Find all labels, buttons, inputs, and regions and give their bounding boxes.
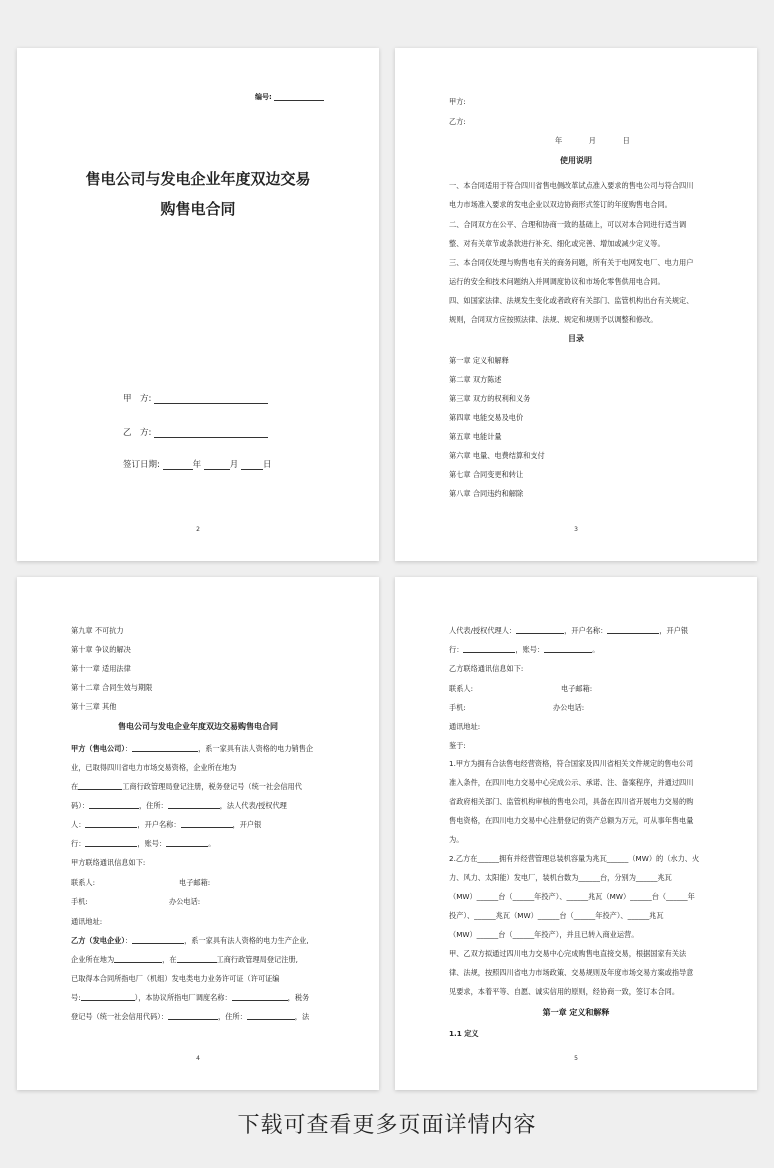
instruction-line: 整、对有关章节或条款进行补充、细化或完善、增加或减少定义等。 (449, 239, 665, 248)
instruction-line: 电力市场准入要求的发电企业以双边协商形式签订的年度购售电合同。 (449, 200, 672, 209)
toc-item[interactable]: 第三章 双方的权利和义务 (449, 394, 531, 403)
chapter-heading: 第一章 定义和解释 (542, 1008, 610, 1017)
cover-title-line1: 售电公司与发电企业年度双边交易 (85, 170, 311, 188)
toc-item[interactable]: 第四章 电能交易及电价 (449, 413, 524, 422)
date-line: 年 月 日 (555, 136, 630, 145)
recital-line: 见要求，本着平等、自愿、诚实信用的原则，经协商一致，签订本合同。 (449, 987, 680, 996)
contract-title: 售电公司与发电企业年度双边交易购售电合同 (118, 722, 278, 731)
instruction-line: 四、如国家法律、法规发生变化或者政府有关部门、监管机构出台有关规定、 (449, 296, 694, 305)
section-heading: 1.1 定义 (449, 1029, 479, 1038)
party-a-label: 甲方: (449, 97, 466, 106)
email-label: 电子邮箱: (179, 878, 211, 887)
page-number: 3 (574, 526, 578, 533)
recital-line: 省政府相关部门、监管机构审核的售电公司，具备在四川省开展电力交易的购 (449, 797, 694, 806)
toc-item[interactable]: 第五章 电能计量 (449, 432, 502, 441)
contact-person-label: 联系人: (71, 878, 95, 887)
page-number: 5 (574, 1055, 578, 1062)
download-more-caption[interactable]: 下载可查看更多页面详情内容 (237, 1113, 537, 1138)
recital-line: （MW）______台（______年投产），并且已转入商业运营。 (449, 930, 639, 939)
toc-title: 目录 (568, 334, 584, 343)
recital-line: 1.甲方为拥有合法售电经营资格，符合国家及四川省相关文件规定的售电公司 (449, 759, 694, 768)
instruction-line: 一、本合同适用于符合四川省售电侧改革试点准入要求的售电公司与符合四川 (449, 181, 694, 190)
party-b-intro: 乙方（发电企业）： ，系一家具有法人资格的电力生产企业, (71, 936, 309, 945)
document-page-parties (17, 577, 379, 1090)
contract-number-blank (274, 100, 324, 101)
toc-item[interactable]: 第八章 合同违约和解除 (449, 489, 524, 498)
toc-item[interactable]: 第十一章 适用法律 (71, 664, 131, 673)
recital-line: 准入条件，在四川电力交易中心完成公示、承诺、注、备案程序，并通过四川 (449, 778, 694, 787)
party-b-label: 乙方: (449, 117, 466, 126)
instructions-title: 使用说明 (560, 156, 592, 165)
toc-item[interactable]: 第九章 不可抗力 (71, 626, 124, 635)
toc-item[interactable]: 第六章 电量、电费结算和支付 (449, 451, 545, 460)
recital-line: 为。 (449, 835, 464, 844)
instruction-line: 运行的安全和技术问题纳入并网调度协议和市场化零售供用电合同。 (449, 277, 665, 286)
party-b-line: 登记号（统一社会信用代码）： ，住所： ，法 (71, 1012, 310, 1021)
recital-line: 甲、乙双方拟通过四川电力交易中心完成购售电直接交易，根据国家有关法 (449, 949, 687, 958)
office-phone-label: 办公电话: (553, 703, 585, 712)
cover-title-line2: 购售电合同 (160, 200, 236, 218)
instruction-line: 三、本合同仅处理与购售电有关的商务问题，所有关于电网发电厂、电力用户 (449, 258, 694, 267)
instruction-line: 规则，合同双方应按照法律、法规、规定和规则予以调整和修改。 (449, 315, 658, 324)
page-number: 2 (196, 526, 200, 533)
party-b-line: 行： ，账号： 。 (449, 645, 600, 654)
recital-line: 售电资格，在四川电力交易中心注册登记的资产总额为万元，可从事年售电量 (449, 816, 694, 825)
party-b-contact-heading: 乙方联络通讯信息如下: (449, 664, 524, 673)
recital-line: 力、风力、太阳能）发电厂，装机台数为______台，分别为______兆瓦 (449, 873, 672, 882)
recital-line: 2.乙方在______拥有并经营管理总装机容量为兆瓦______（MW）的（水力、火 (449, 854, 700, 863)
cover-party-b: 乙 方: (123, 426, 268, 438)
contract-number: 编号: (255, 94, 324, 101)
toc-item[interactable]: 第七章 合同变更和转让 (449, 470, 524, 479)
party-a-line: 人： ，开户名称： ，开户银 (71, 820, 262, 829)
toc-item[interactable]: 第二章 双方陈述 (449, 375, 502, 384)
mobile-label: 手机: (71, 897, 88, 906)
toc-item[interactable]: 第十章 争议的解决 (71, 645, 131, 654)
party-b-line: 企业所在地为 ，在 工商行政管理局登记注册, (71, 955, 298, 964)
address-label: 通讯地址: (449, 722, 481, 731)
email-label: 电子邮箱: (561, 684, 593, 693)
document-page-recitals (395, 577, 757, 1090)
mobile-label: 手机: (449, 703, 466, 712)
document-page-instructions (395, 48, 757, 561)
party-a-contact-heading: 甲方联络通讯信息如下: (71, 858, 146, 867)
party-a-line: 在 工商行政管理局登记注册，税务登记号（统一社会信用代 (71, 782, 302, 791)
party-b-line: 人代表/授权代理人： ，开户名称： ，开户银 (449, 626, 689, 635)
toc-item[interactable]: 第十二章 合同生效与期限 (71, 683, 153, 692)
party-a-line: 码）： ，住所： ，法人代表/授权代理 (71, 801, 287, 810)
address-label: 通讯地址: (71, 917, 103, 926)
document-page-cover (17, 48, 379, 561)
whereas-label: 鉴于: (449, 741, 466, 750)
recital-line: 投产）、______兆瓦（MW）______台（______年投产）、______兆瓦 (449, 911, 664, 920)
toc-item[interactable]: 第十三章 其他 (71, 702, 117, 711)
recital-line: 律、法规，按照四川省电力市场政策、交易规则及年度市场交易方案或指导意 (449, 968, 694, 977)
office-phone-label: 办公电话: (169, 897, 201, 906)
party-a-line: 行： ，账号： 。 (71, 839, 216, 848)
cover-sign-date: 签订日期: 年 月 日 (123, 460, 272, 470)
contact-person-label: 联系人: (449, 684, 473, 693)
party-a-line: 业，已取得四川省电力市场交易资格，企业所在地为 (71, 763, 237, 772)
party-b-line: 号: ），本协议所指电厂调度名称： ，税务 (71, 993, 310, 1002)
toc-item[interactable]: 第一章 定义和解释 (449, 356, 509, 365)
page-number: 4 (196, 1055, 200, 1062)
instruction-line: 二、合同双方在公平、合理和协商一致的基础上，可以对本合同进行适当调 (449, 220, 687, 229)
party-a-intro: 甲方（售电公司）： ，系一家具有法人资格的电力销售企 (71, 744, 314, 753)
cover-party-a: 甲 方: (123, 392, 268, 404)
recital-line: （MW）______台（______年投产）、______兆瓦（MW）______台（______年 (449, 892, 695, 901)
party-b-line: 已取得本合同所指电厂（机组）发电类电力业务许可证（许可证编 (71, 974, 280, 983)
